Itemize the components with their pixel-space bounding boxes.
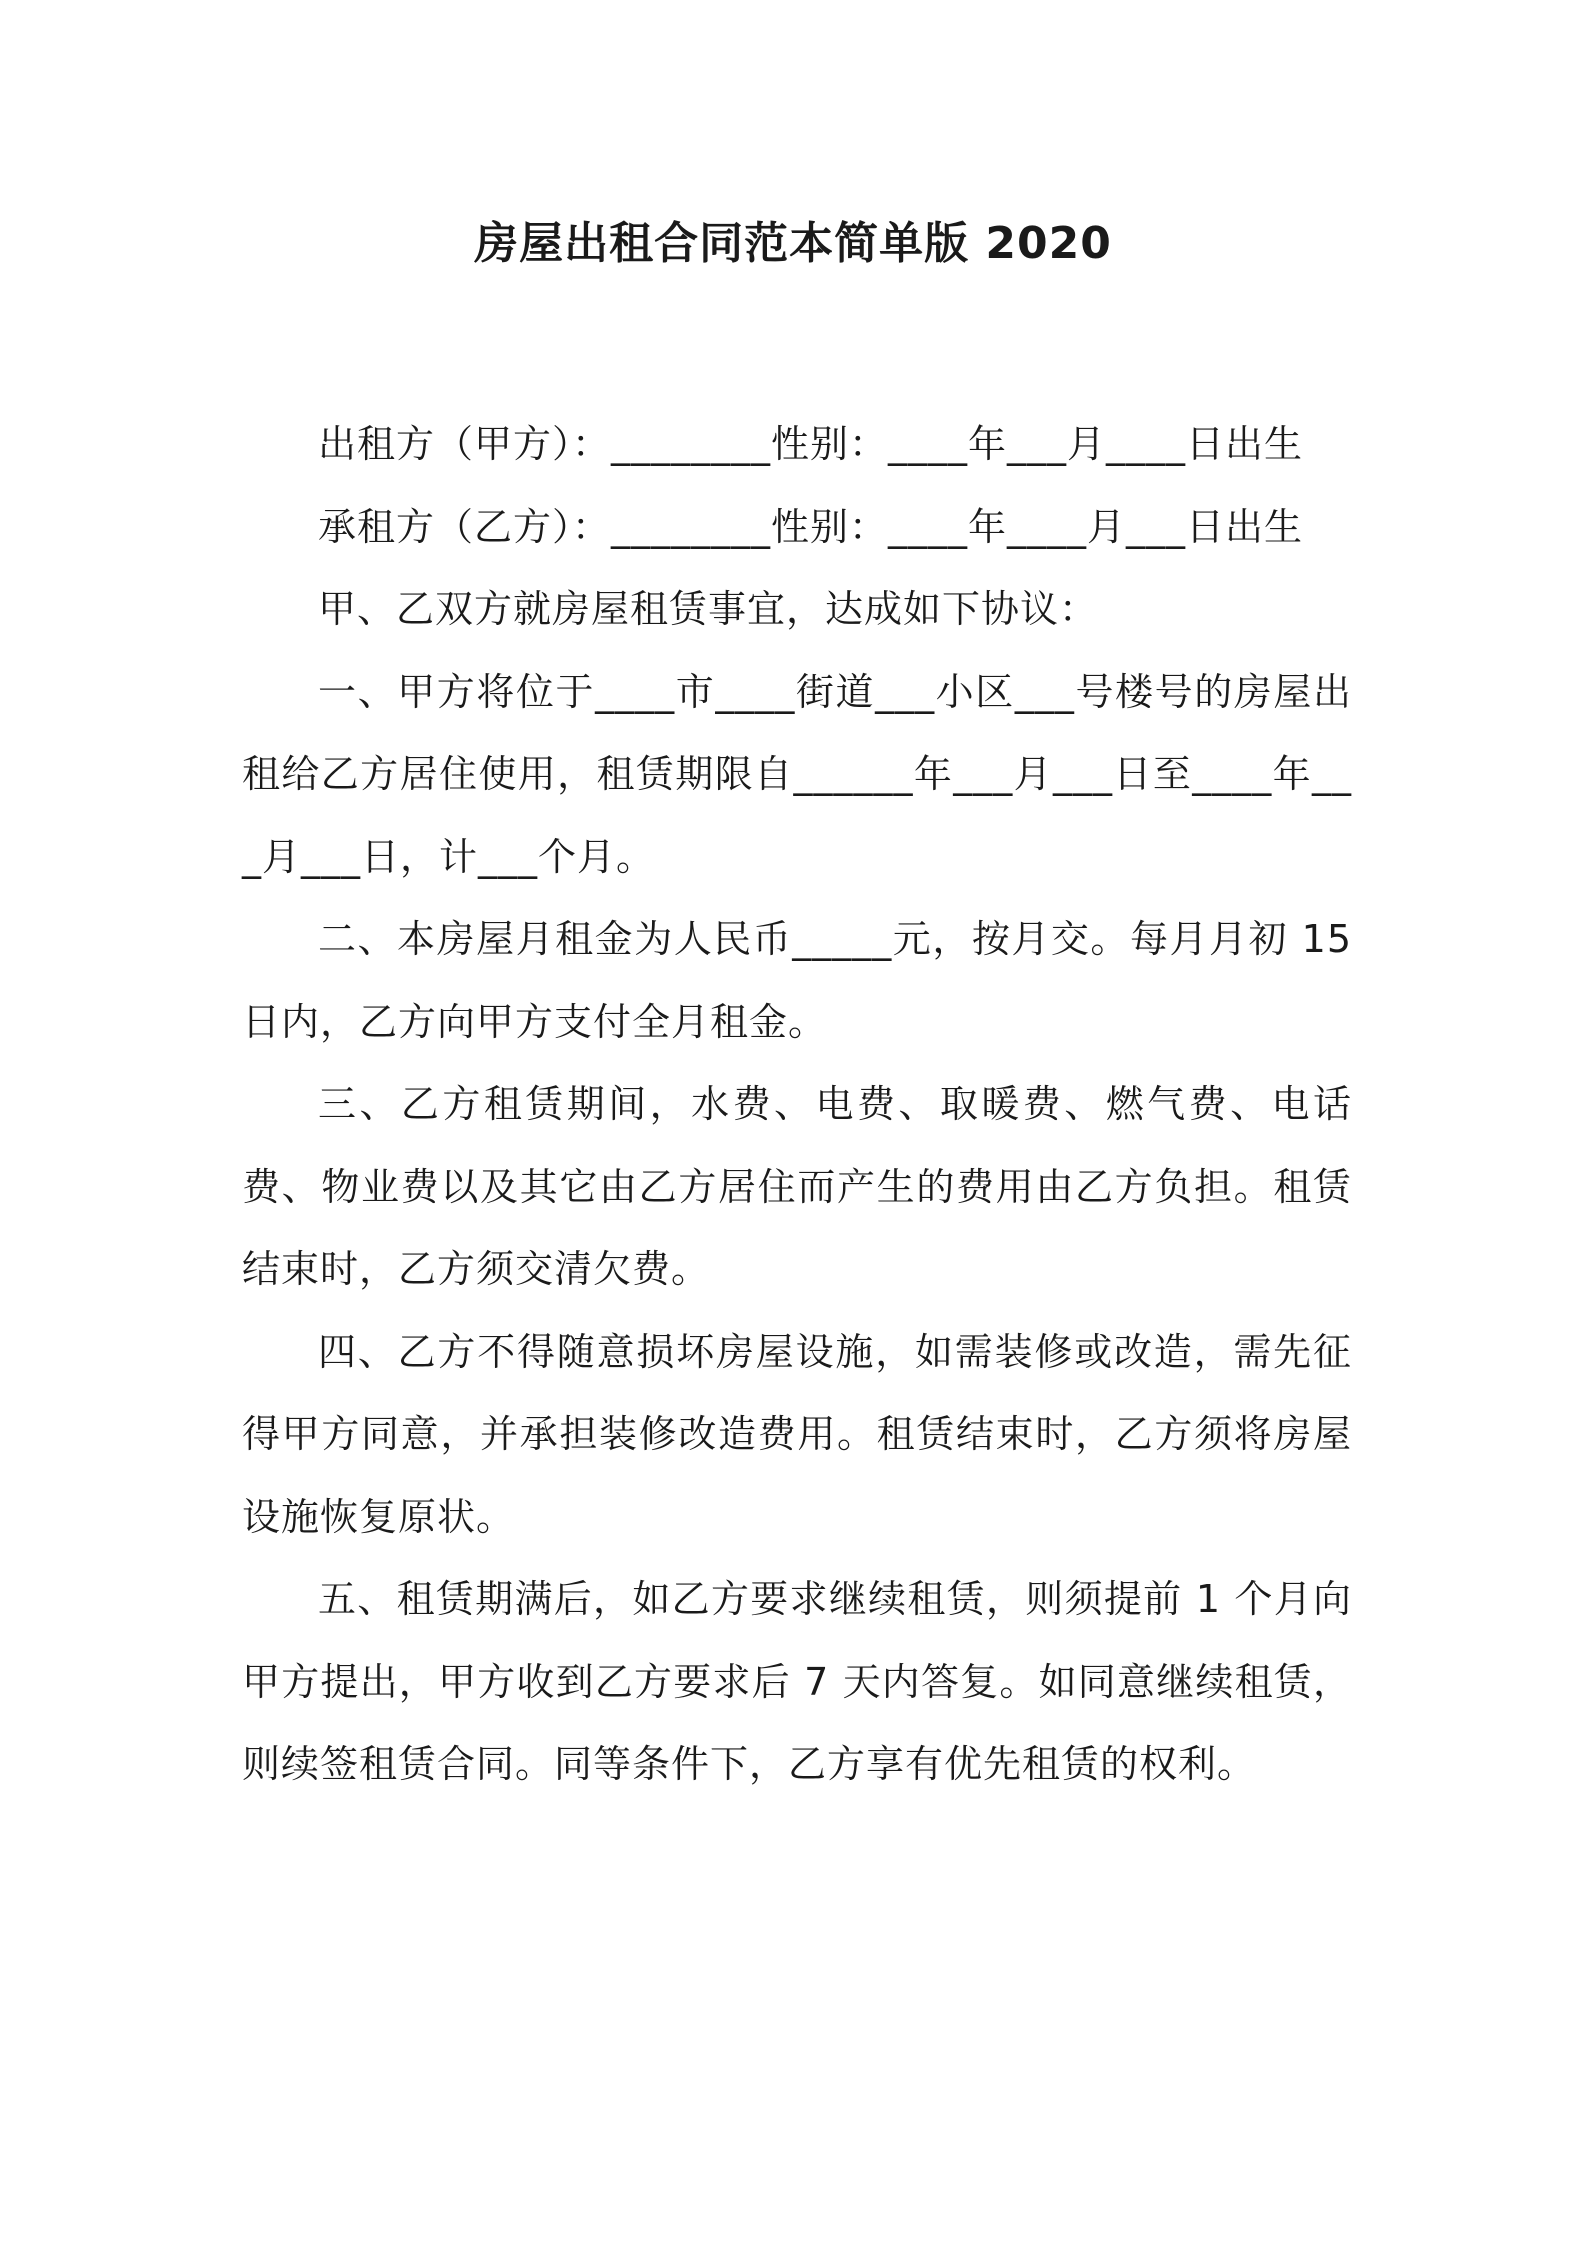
- paragraph-clause-3: 三、乙方租赁期间，水费、电费、取暖费、燃气费、电话费、物业费以及其它由乙方居住而产生的费用由乙方负担。租赁结束时，乙方须交清欠费。: [242, 1082, 1352, 1291]
- paragraph-clause-2: 二、本房屋月租金为人民币_____元，按月交。每月月初 15 日内，乙方向甲方支付全月租金。: [242, 917, 1352, 1044]
- paragraph-clause-4: 四、乙方不得随意损坏房屋设施，如需装修或改造，需先征得甲方同意，并承担装修改造费用。租赁结束时，乙方须将房屋设施恢复原状。: [242, 1329, 1352, 1539]
- paragraph-lessor: 出租方（甲方）：________性别：____年___月____日出生: [318, 422, 1304, 466]
- paragraph-clause-5: 五、租赁期满后，如乙方要求继续租赁，则须提前 1 个月向甲方提出，甲方收到乙方要求后 7 天内答复。如同意继续租赁，则续签租赁合同。同等条件下，乙方享有优先租赁的权利。: [242, 1577, 1352, 1786]
- paragraph-clause-1: 一、甲方将位于____市____街道___小区___号楼号的房屋出租给乙方居住使用，租赁期限自______年___月___日至____年___月___日，计___个月。: [242, 669, 1352, 879]
- document-title: 房屋出租合同范本简单版 2020: [474, 218, 1112, 269]
- paragraph-lessee: 承租方（乙方）：________性别：____年____月___日出生: [318, 504, 1304, 549]
- document-body: [242, 403, 1352, 1806]
- paragraph-agreement-intro: 甲、乙双方就房屋租赁事宜，达成如下协议：: [318, 587, 1099, 631]
